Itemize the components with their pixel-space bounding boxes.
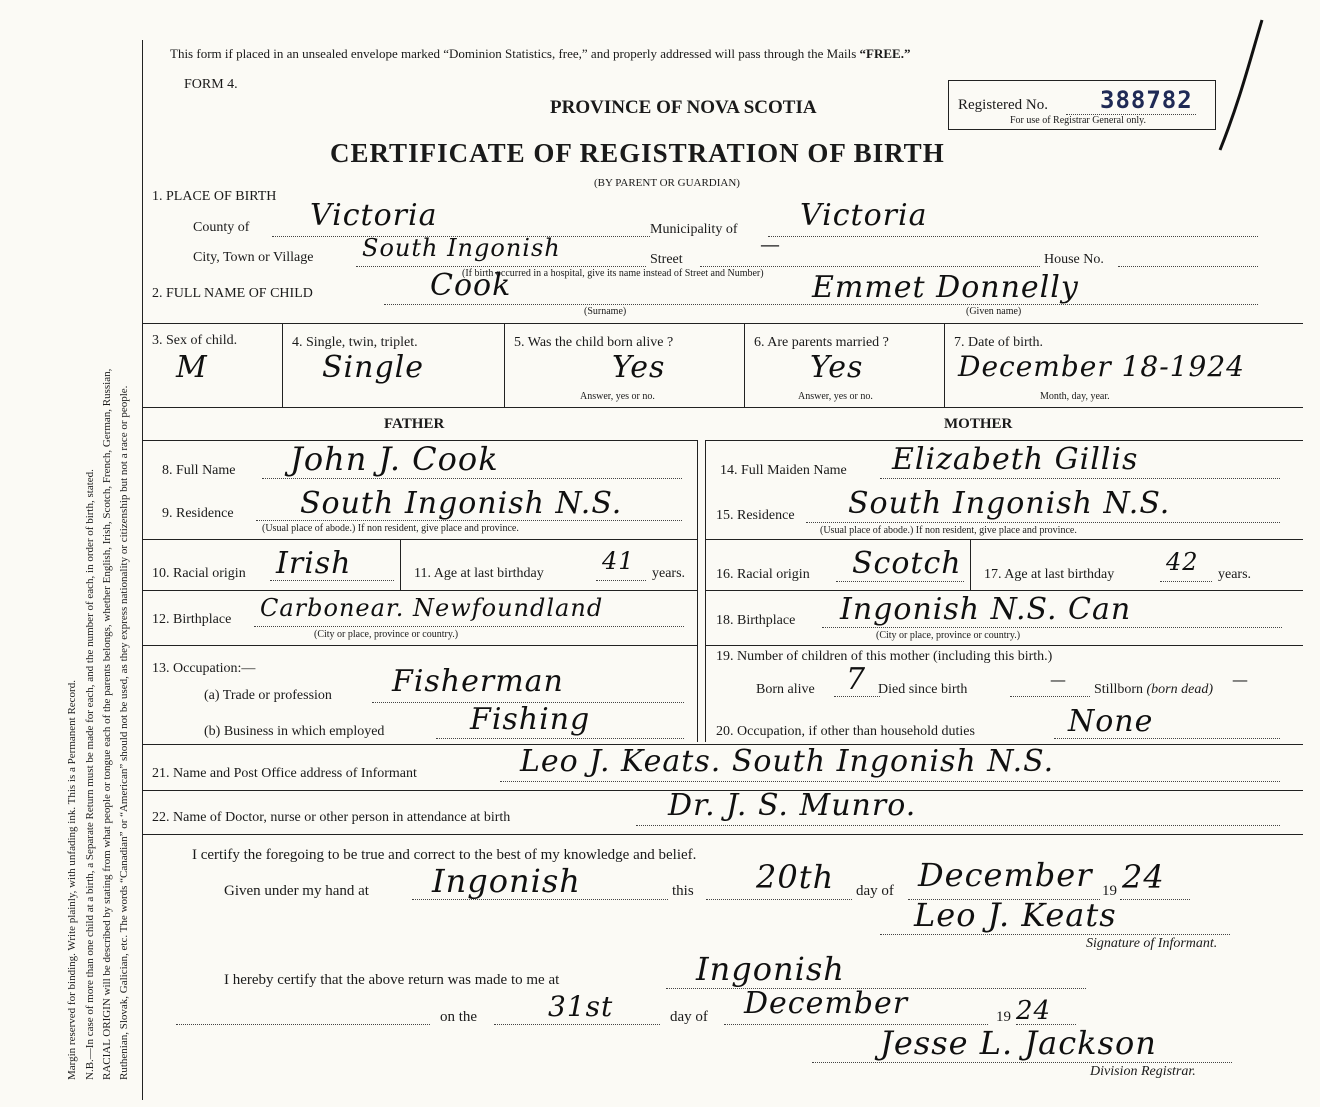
- mother-residence-value: South Ingonish N.S.: [848, 486, 1171, 521]
- born-alive-count-line: [834, 696, 880, 697]
- father-birthplace-caption: (City or place, province or country.): [314, 629, 459, 640]
- father-residence-value: South Ingonish N.S.: [300, 486, 623, 521]
- father-racial-label: 10. Racial origin: [152, 566, 246, 581]
- registrar-signature: Jesse L. Jackson: [880, 1024, 1157, 1062]
- mother-birthplace-value: Ingonish N.S. Can: [840, 592, 1132, 627]
- registrar-signature-line: [812, 1062, 1232, 1063]
- registrar-year-value: 24: [1016, 996, 1052, 1026]
- registrar-day-of-label: day of: [670, 1009, 708, 1025]
- mother-racial-label: 16. Racial origin: [716, 567, 810, 582]
- house-number-label: House No.: [1044, 252, 1104, 267]
- registrar-place-value: Ingonish: [696, 950, 845, 988]
- given-name-caption: (Given name): [966, 306, 1022, 317]
- certify-year-line: [1120, 899, 1190, 900]
- registrar-day-value: 31st: [548, 990, 614, 1023]
- city-value: South Ingonish: [362, 234, 561, 262]
- father-age-line: [596, 580, 646, 581]
- stillborn-label: [1094, 682, 1213, 698]
- given-under-hand-label: Given under my hand at: [224, 883, 369, 899]
- informant-signature-caption: Signature of Informant.: [1086, 936, 1218, 951]
- father-racial-value: Irish: [276, 546, 352, 581]
- row3-divider-4: [944, 323, 945, 407]
- date-of-birth-caption: Month, day, year.: [1040, 391, 1110, 402]
- mother-occupation-value: None: [1068, 704, 1154, 739]
- parents-married-label: 6. Are parents married ?: [754, 335, 889, 350]
- municipality-label: Municipality of: [650, 222, 738, 237]
- certify-place-value: Ingonish: [432, 862, 581, 900]
- born-alive-count-value: 7: [846, 662, 867, 697]
- father-business-line: [436, 738, 684, 739]
- registrar-day-line: [494, 1024, 660, 1025]
- margin-nb-note: N.B.—In case of more than one child at a birth, a Separate Return must be made for each, and the number of each, in order of birth, stated.: [84, 469, 96, 1080]
- margin-binding-note: Margin reserved for binding. Write plainly, with unfading ink. This is a Permanent Record.: [66, 680, 78, 1080]
- margin-racial-note-2: Ruthenian, Slovak, Galician, etc. The words “Canadian” or “American” should not be used, as they express nationality or citizenship but not a race or people.: [118, 385, 130, 1080]
- registrar-note: For use of Registrar General only.: [1010, 115, 1146, 126]
- mother-age-label: 17. Age at last birthday: [984, 567, 1115, 582]
- single-label: 4. Single, twin, triplet.: [292, 335, 418, 350]
- doctor-line: [636, 825, 1280, 826]
- child-name-line: [384, 304, 1258, 305]
- registrar-lead-line: [176, 1024, 430, 1025]
- died-since-birth-label: Died since birth: [878, 682, 968, 697]
- mother-top-line: [706, 440, 1303, 441]
- city-label: City, Town or Village: [193, 250, 314, 265]
- registered-label: Registered No.: [958, 97, 1048, 113]
- registrar-certify-text: I hereby certify that the above return was made to me at: [224, 972, 560, 988]
- surname-caption: (Surname): [584, 306, 627, 317]
- born-alive-caption: Answer, yes or no.: [580, 391, 655, 402]
- page-subtitle: (BY PARENT OR GUARDIAN): [594, 177, 740, 189]
- house-number-line: [1118, 266, 1258, 267]
- municipality-value: Victoria: [800, 198, 928, 233]
- mother-birthplace-label: 18. Birthplace: [716, 613, 796, 628]
- street-line: [700, 266, 1040, 267]
- father-business-label: (b) Business in which employed: [204, 724, 385, 739]
- mother-birthplace-line: [822, 627, 1282, 628]
- certify-text: I certify the foregoing to be true and correct to the best of my knowledge and belief.: [192, 847, 697, 863]
- date-of-birth-value: December 18-1924: [958, 350, 1245, 383]
- certify-this-label: this: [672, 883, 694, 899]
- registrar-year-prefix: 19: [996, 1009, 1011, 1025]
- father-birthplace-label: 12. Birthplace: [152, 612, 232, 627]
- sex-label: 3. Sex of child.: [152, 333, 238, 348]
- mother-name-line: [880, 478, 1280, 479]
- mother-residence-caption: (Usual place of abode.) If non resident, give place and province.: [820, 525, 1077, 536]
- city-line: [356, 266, 646, 267]
- stillborn-label-text: Stillborn: [1094, 682, 1144, 697]
- child-surname: Cook: [430, 268, 512, 303]
- mother-line-2: [706, 539, 1303, 540]
- died-since-birth-value: —: [1050, 670, 1066, 689]
- father-birthplace-value: Carbonear. Newfoundland: [260, 594, 604, 622]
- parents-married-value: Yes: [810, 350, 864, 385]
- father-name-line: [262, 478, 682, 479]
- certify-year-value: 24: [1122, 858, 1165, 896]
- certify-day-value: 20th: [756, 858, 835, 896]
- municipality-line: [768, 236, 1258, 237]
- father-residence-label: 9. Residence: [162, 506, 234, 521]
- mail-notice-text: This form if placed in an unsealed envelope marked “Dominion Statistics, free,” and properly addressed will pass through the Mails: [170, 46, 860, 61]
- mother-age-years: years.: [1218, 567, 1252, 582]
- date-of-birth-label: 7. Date of birth.: [954, 335, 1044, 350]
- stillborn-value: —: [1232, 670, 1248, 689]
- father-residence-line: [256, 520, 682, 521]
- mother-name-label: 14. Full Maiden Name: [720, 463, 847, 478]
- mother-line-3: [706, 590, 1303, 591]
- mother-children-label: 19. Number of children of this mother (including this birth.): [716, 649, 1053, 664]
- certify-day-of-label: day of: [856, 883, 894, 899]
- mail-notice-free: “FREE.”: [859, 46, 911, 61]
- sex-value: M: [176, 350, 208, 385]
- informant-value: Leo J. Keats. South Ingonish N.S.: [520, 744, 1055, 779]
- column-divider-right: [705, 440, 706, 742]
- margin-racial-note-1: RACIAL ORIGIN will be described by stating from what people or tongue each of the parents belongs, whether English, Irish, Scotch, French, German, Russian,: [101, 368, 113, 1080]
- county-label: County of: [193, 220, 250, 235]
- mother-age-line: [1160, 581, 1212, 582]
- father-name-label: 8. Full Name: [162, 463, 236, 478]
- row3-divider-1: [282, 323, 283, 407]
- stillborn-note: (born dead): [1146, 682, 1214, 697]
- born-alive-count-label: Born alive: [756, 682, 815, 697]
- form-number: FORM 4.: [184, 77, 238, 92]
- died-since-birth-line: [1010, 696, 1090, 697]
- mother-line-4: [706, 645, 1303, 646]
- row3-bottom-line: [143, 407, 1303, 408]
- mother-residence-line: [806, 522, 1280, 523]
- mother-birthplace-caption: (City or place, province or country.): [876, 630, 1021, 641]
- father-business-value: Fishing: [470, 702, 591, 737]
- mother-heading: MOTHER: [944, 416, 1013, 432]
- mother-name-value: Elizabeth Gillis: [892, 442, 1139, 477]
- mail-notice: [170, 46, 910, 62]
- mother-racial-value: Scotch: [852, 546, 962, 581]
- registrar-on-label: on the: [440, 1009, 478, 1025]
- father-age-value: 41: [602, 547, 635, 575]
- father-heading: FATHER: [384, 416, 445, 432]
- father-residence-caption: (Usual place of abode.) If non resident, give place and province.: [262, 523, 519, 534]
- mother-racial-divider: [970, 540, 971, 590]
- child-given-name: Emmet Donnelly: [812, 270, 1079, 305]
- county-value: Victoria: [310, 198, 438, 233]
- page-title: CERTIFICATE OF REGISTRATION OF BIRTH: [330, 138, 945, 168]
- row3-divider-3: [744, 323, 745, 407]
- father-occupation-label: 13. Occupation:—: [152, 661, 256, 676]
- mother-occupation-label: 20. Occupation, if other than household duties: [716, 724, 975, 739]
- father-name-value: John J. Cook: [290, 440, 499, 478]
- father-racial-line: [270, 580, 394, 581]
- father-trade-label: (a) Trade or profession: [204, 688, 332, 703]
- street-value: —: [760, 232, 780, 256]
- hospital-note: (If birth occurred in a hospital, give its name instead of Street and Number): [462, 268, 764, 279]
- father-birthplace-line: [254, 626, 684, 627]
- column-divider-left: [697, 440, 698, 742]
- father-line-3: [143, 590, 697, 591]
- single-value: Single: [322, 350, 425, 385]
- row3-top-line: [143, 323, 1303, 324]
- parents-married-caption: Answer, yes or no.: [798, 391, 873, 402]
- mother-age-value: 42: [1166, 548, 1199, 576]
- pen-stroke-mark: [1200, 10, 1280, 160]
- born-alive-label: 5. Was the child born alive ?: [514, 335, 674, 350]
- certify-year-prefix: 19: [1102, 883, 1117, 899]
- father-trade-value: Fisherman: [392, 664, 564, 699]
- doctor-value: Dr. J. S. Munro.: [668, 788, 917, 823]
- father-racial-divider: [400, 540, 401, 590]
- doctor-label: 22. Name of Doctor, nurse or other person in attendance at birth: [152, 810, 511, 825]
- full-name-of-child-label: 2. FULL NAME OF CHILD: [152, 286, 313, 301]
- mother-racial-line: [836, 581, 964, 582]
- street-label: Street: [650, 252, 683, 267]
- mother-residence-label: 15. Residence: [716, 508, 795, 523]
- born-alive-value: Yes: [612, 350, 666, 385]
- certify-place-line: [412, 899, 668, 900]
- informant-line: [500, 781, 1280, 782]
- informant-signature: Leo J. Keats: [914, 896, 1117, 934]
- left-frame-line: [142, 40, 143, 1100]
- father-age-label: 11. Age at last birthday: [414, 566, 544, 581]
- mother-occupation-line: [1054, 738, 1280, 739]
- informant-signature-line: [880, 934, 1230, 935]
- father-age-years: years.: [652, 566, 686, 581]
- certify-month-value: December: [918, 856, 1093, 894]
- father-line-2: [143, 539, 697, 540]
- row3-divider-2: [504, 323, 505, 407]
- registrar-month-value: December: [744, 986, 909, 1021]
- father-line-4: [143, 645, 697, 646]
- place-of-birth-label: 1. PLACE OF BIRTH: [152, 189, 277, 204]
- registrar-signature-caption: Division Registrar.: [1090, 1064, 1196, 1079]
- row22-bottom-line: [143, 834, 1303, 835]
- certify-day-line: [706, 899, 852, 900]
- registered-number: 388782: [1100, 86, 1193, 114]
- province-heading: PROVINCE OF NOVA SCOTIA: [550, 97, 817, 118]
- informant-label: 21. Name and Post Office address of Informant: [152, 766, 417, 781]
